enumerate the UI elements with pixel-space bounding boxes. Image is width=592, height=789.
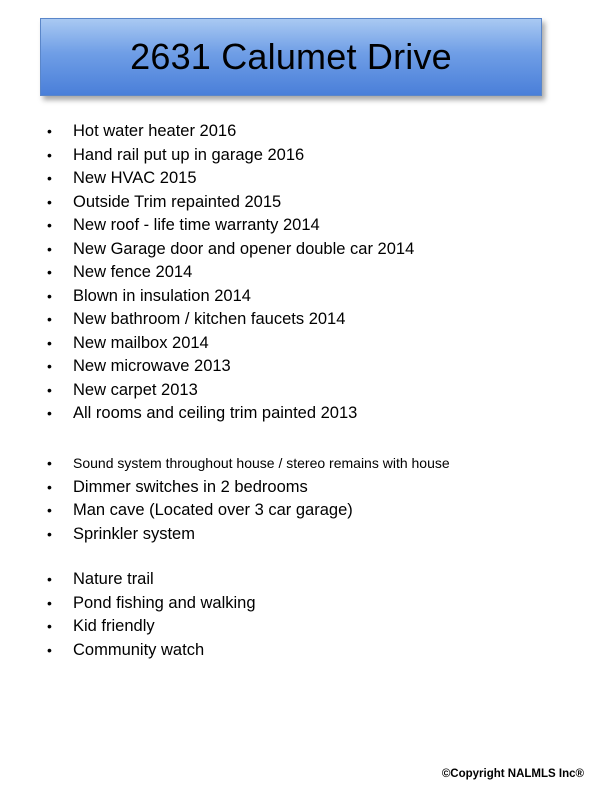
list-item-text: Community watch [73,640,205,659]
bullet-icon: • [47,123,52,139]
list-item-text: Man cave (Located over 3 car garage) [73,501,353,519]
list-item-text: New roof - life time warranty 2014 [73,216,320,234]
list-item-text: New Garage door and opener double car 2014 [73,239,415,258]
list-item-text: Outside Trim repainted 2015 [73,192,282,211]
list-item-text: Sprinkler system [73,524,195,543]
list-item-text: Pond fishing and walking [73,593,256,612]
bullet-icon: • [47,525,52,542]
list-item-text: Nature trail [73,570,154,588]
list-item-text: Sound system throughout house / stereo remains with house [73,455,450,471]
bullet-icon: • [47,571,52,587]
bullet-icon: • [47,240,52,257]
bullet-icon: • [47,264,52,280]
bullet-icon: • [47,502,52,518]
list-item-text: Hand rail put up in garage 2016 [73,145,305,164]
bullet-icon: • [47,618,52,634]
bullet-icon: • [47,641,52,658]
bullet-icon: • [47,594,52,611]
list-item-text: Blown in insulation 2014 [73,286,251,305]
bullet-icon: • [47,478,52,495]
bullet-icon: • [47,455,52,471]
list-item-text: New bathroom / kitchen faucets 2014 [73,310,346,328]
list-item-text: New HVAC 2015 [73,169,197,187]
bullet-icon: • [47,405,52,421]
bullet-icon: • [47,311,52,327]
list-item-text: Kid friendly [73,617,155,635]
list-item-text: New fence 2014 [73,263,193,281]
title-banner [40,18,542,96]
bullet-icon: • [47,381,52,398]
bullet-icon: • [47,170,52,186]
list-item-text: All rooms and ceiling trim painted 2013 [73,404,358,422]
list-item-text: Hot water heater 2016 [73,122,237,140]
bullet-icon: • [47,287,52,304]
bullet-icon: • [47,146,52,163]
page-title: 2631 Calumet Drive [130,36,452,77]
list-item-text: New carpet 2013 [73,380,198,399]
list-item-text: Dimmer switches in 2 bedrooms [73,477,308,496]
bullet-icon: • [47,334,52,351]
copyright-notice: ©Copyright NALMLS Inc® [441,768,584,780]
list-item-text: New microwave 2013 [73,357,231,375]
bullet-icon: • [47,193,52,210]
list-item-text: New mailbox 2014 [73,333,209,352]
bullet-icon: • [47,217,52,233]
bullet-icon: • [47,358,52,374]
